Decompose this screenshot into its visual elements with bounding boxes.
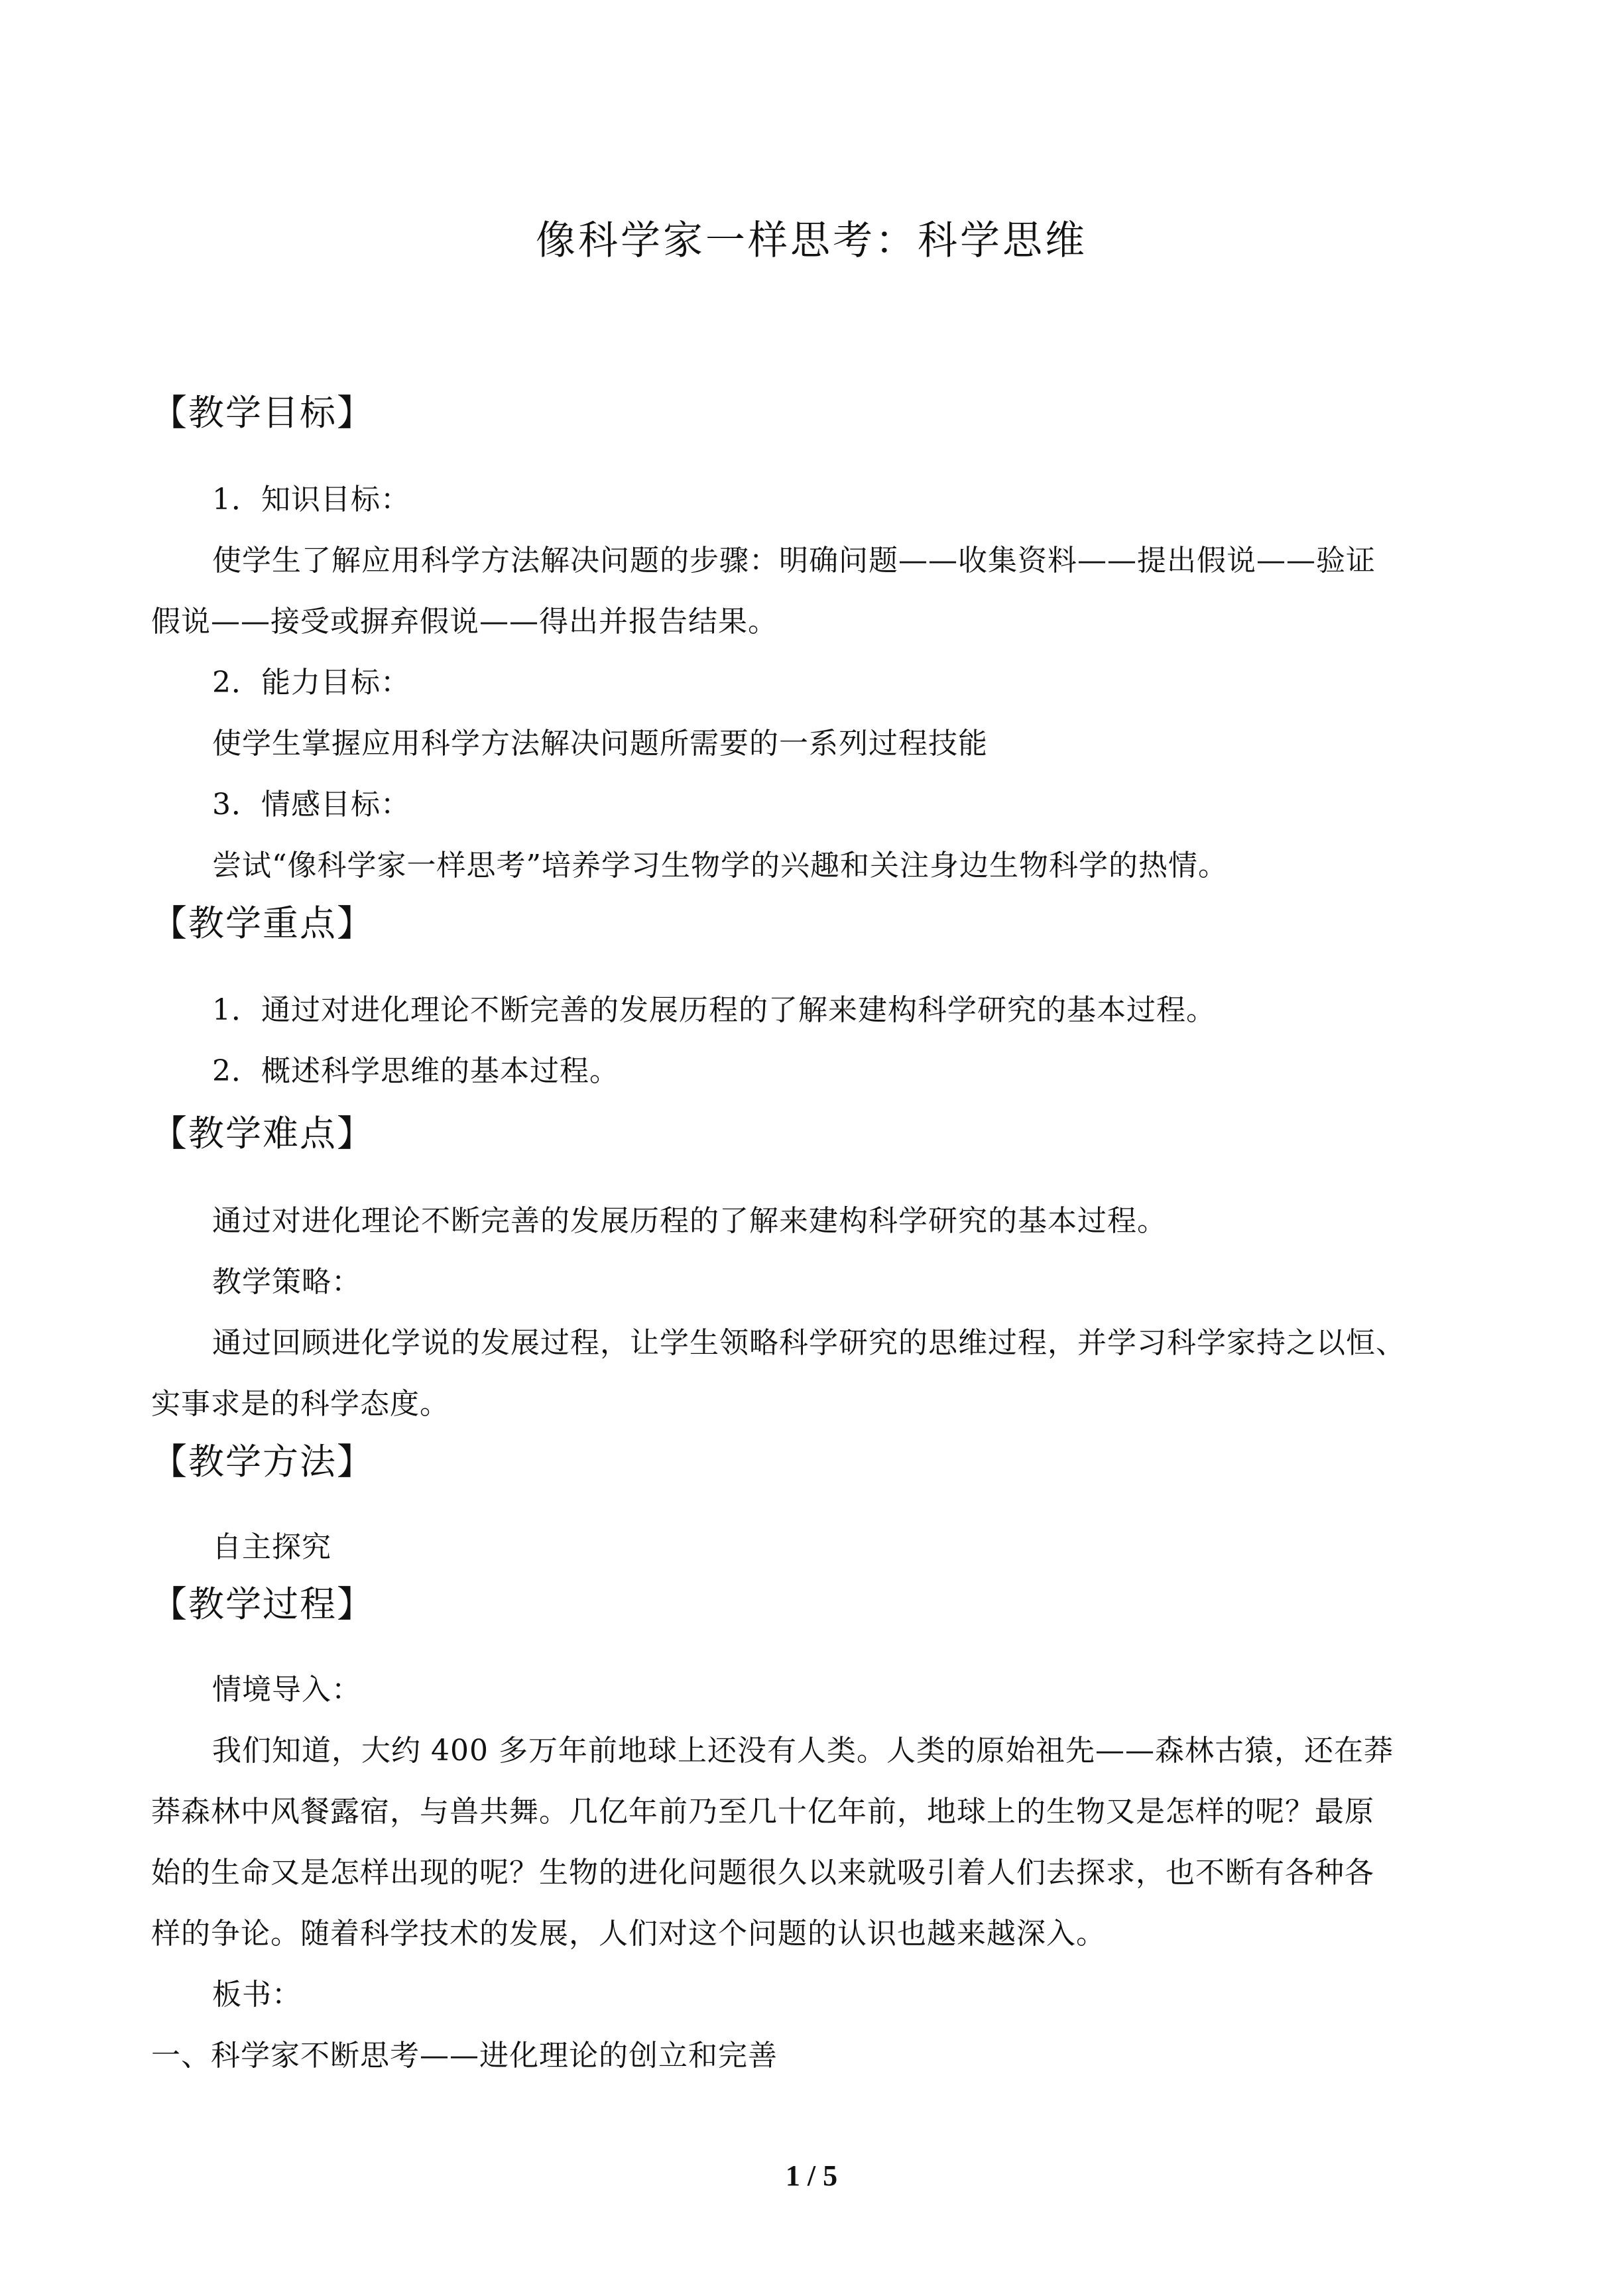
intro-label: 情境导入： (212, 1673, 361, 1707)
intro-line2: 莽森林中风餐露宿，与兽共舞。几亿年前乃至几十亿年前，地球上的生物又是怎样的呢？最原 (151, 1795, 1374, 1829)
objective-1-text-line1: 使学生了解应用科学方法解决问题的步骤：明确问题——收集资料——提出假说——验证 (212, 544, 1376, 577)
key-point-2: 2．概述科学思维的基本过程。 (212, 1054, 619, 1088)
methods-text: 自主探究 (212, 1530, 331, 1564)
section-heading-process: 【教学过程】 (151, 1583, 374, 1625)
section-heading-methods: 【教学方法】 (151, 1441, 374, 1482)
intro-line1: 我们知道，大约 400 多万年前地球上还没有人类。人类的原始祖先——森林古猿，还在莽 (212, 1734, 1394, 1768)
section-heading-key-points: 【教学重点】 (151, 902, 374, 944)
section-heading-difficulties: 【教学难点】 (151, 1113, 374, 1154)
strategy-text-line2: 实事求是的科学态度。 (151, 1387, 450, 1421)
key-point-1: 1．通过对进化理论不断完善的发展历程的了解来建构科学研究的基本过程。 (212, 993, 1216, 1027)
board-item-1: 一、科学家不断思考——进化理论的创立和完善 (151, 2039, 778, 2073)
intro-line3: 始的生命又是怎样出现的呢？生物的进化问题很久以来就吸引着人们去探求，也不断有各种各 (151, 1856, 1374, 1890)
strategy-label: 教学策略： (212, 1265, 361, 1299)
objective-3-label: 3．情感目标： (212, 788, 410, 821)
strategy-text-line1: 通过回顾进化学说的发展过程，让学生领略科学研究的思维过程，并学习科学家持之以恒、 (212, 1326, 1406, 1360)
section-heading-objectives: 【教学目标】 (151, 392, 374, 434)
page-number: 1 / 5 (785, 2159, 838, 2192)
difficulty-text: 通过对进化理论不断完善的发展历程的了解来建构科学研究的基本过程。 (212, 1204, 1167, 1238)
objective-1-label: 1．知识目标： (212, 483, 410, 516)
objective-2-text: 使学生掌握应用科学方法解决问题所需要的一系列过程技能 (212, 727, 988, 760)
intro-line4: 样的争论。随着科学技术的发展，人们对这个问题的认识也越来越深入。 (151, 1917, 1106, 1951)
objective-2-label: 2．能力目标： (212, 666, 410, 699)
board-label: 板书： (212, 1978, 302, 2012)
objective-3-text: 尝试“像科学家一样思考”培养学习生物学的兴趣和关注身边生物科学的热情。 (212, 849, 1228, 882)
document-title: 像科学家一样思考：科学思维 (536, 217, 1087, 264)
objective-1-text-line2: 假说——接受或摒弃假说——得出并报告结果。 (151, 605, 778, 638)
